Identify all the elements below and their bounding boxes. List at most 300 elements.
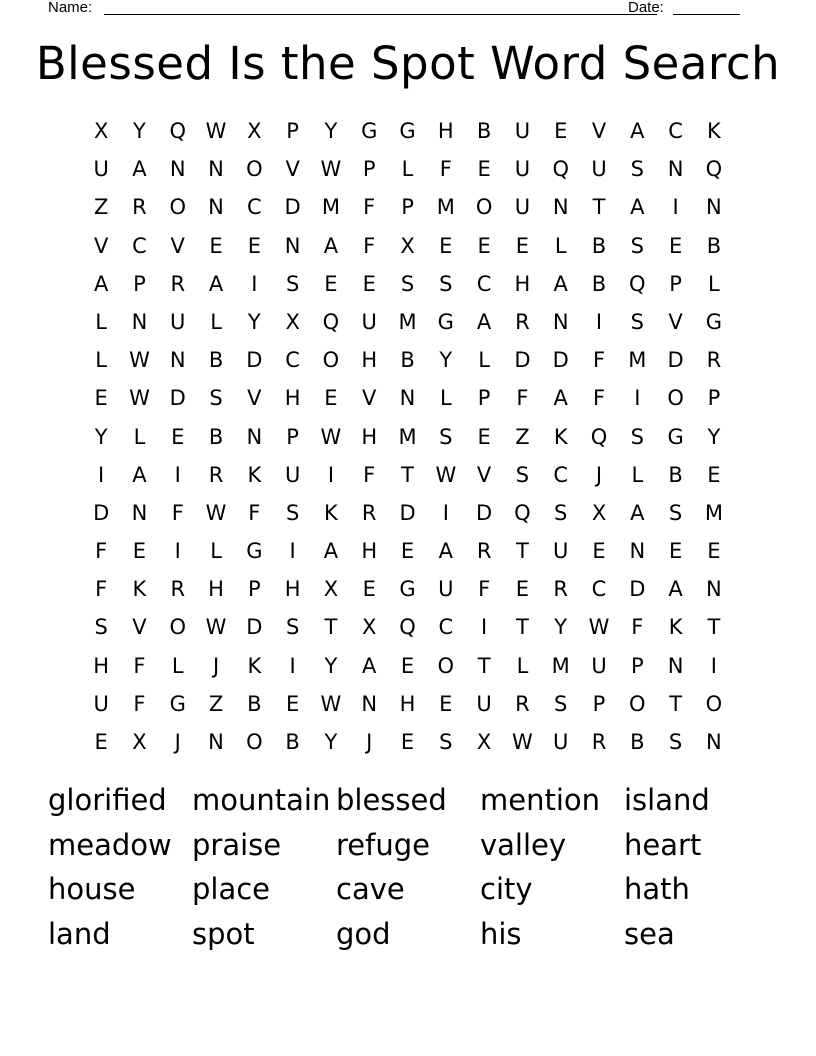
grid-cell: X — [247, 119, 262, 143]
grid-cell: Q — [629, 271, 646, 296]
grid-cell: O — [629, 691, 646, 716]
grid-cell: R — [208, 462, 224, 487]
grid-cell: F — [133, 653, 146, 678]
grid-cell: I — [289, 653, 296, 678]
grid-cell: F — [363, 462, 376, 487]
grid-cell: H — [93, 653, 110, 678]
grid-cell: A — [630, 500, 645, 525]
grid-cell: E — [94, 730, 108, 754]
grid-cell: N — [131, 309, 148, 334]
grid-cell: S — [209, 386, 223, 411]
grid-cell: N — [399, 386, 416, 411]
grid-cell: B — [208, 424, 224, 449]
grid-cell: U — [591, 157, 607, 182]
grid-cell: R — [170, 271, 186, 296]
date-label: Date: — [628, 0, 664, 16]
grid-cell: S — [668, 500, 683, 525]
grid-cell: C — [285, 348, 300, 373]
grid-cell: L — [478, 348, 490, 373]
word-list-item: god — [336, 916, 391, 951]
grid-cell: U — [438, 577, 454, 602]
grid-cell: Q — [399, 615, 416, 640]
grid-cell: E — [707, 462, 721, 487]
grid-cell: Q — [705, 157, 723, 182]
grid-cell: D — [93, 500, 110, 525]
grid-cell: J — [595, 462, 603, 487]
grid-cell: M — [704, 500, 723, 525]
grid-cell: F — [133, 691, 146, 716]
grid-cell: E — [94, 386, 108, 411]
word-list-item: house — [48, 872, 136, 907]
grid-cell: T — [516, 539, 529, 564]
grid-cell: E — [362, 271, 376, 296]
grid-cell: U — [591, 653, 607, 678]
grid-cell: O — [437, 653, 455, 678]
grid-cell: K — [132, 577, 147, 602]
grid-cell: E — [515, 577, 530, 602]
grid-cell: E — [668, 539, 683, 564]
grid-cell: P — [477, 386, 491, 411]
grid-cell: S — [515, 462, 530, 487]
grid-cell: C — [668, 119, 683, 143]
word-list-item: meadow — [48, 827, 172, 862]
grid-cell: Y — [439, 348, 453, 373]
letter-grid — [82, 112, 733, 761]
grid-cell: L — [95, 309, 107, 334]
grid-cell: U — [93, 157, 109, 182]
grid-cell: I — [98, 462, 105, 487]
grid-cell: B — [400, 348, 415, 373]
grid-cell: C — [247, 195, 262, 220]
grid-cell: E — [285, 691, 300, 716]
grid-cell: G — [361, 119, 378, 143]
grid-cell: K — [707, 119, 721, 143]
grid-cell: J — [366, 730, 373, 754]
grid-cell: D — [169, 386, 186, 411]
grid-cell: S — [400, 271, 415, 296]
grid-cell: N — [552, 309, 569, 334]
grid-cell: Z — [208, 691, 224, 716]
grid-cell: S — [668, 730, 683, 754]
grid-cell: F — [363, 195, 376, 220]
grid-cell: Y — [324, 653, 338, 678]
grid-cell: U — [361, 309, 377, 334]
grid-cell: R — [476, 539, 492, 564]
date-blank-line — [673, 14, 740, 15]
grid-cell: X — [93, 119, 109, 143]
grid-cell: A — [438, 539, 453, 564]
grid-cell: N — [552, 195, 569, 220]
grid-cell: M — [436, 195, 455, 220]
grid-cell: W — [205, 500, 227, 525]
grid-cell: V — [132, 615, 147, 640]
grid-cell: A — [630, 195, 645, 220]
grid-cell: W — [129, 348, 150, 373]
grid-cell: D — [514, 348, 531, 373]
grid-cell: D — [476, 500, 493, 525]
grid-cell: O — [246, 157, 263, 182]
grid-cell: N — [169, 348, 186, 373]
grid-cell: S — [630, 424, 644, 449]
grid-cell: B — [668, 462, 683, 487]
grid-cell: W — [205, 119, 227, 143]
word-list-item: praise — [192, 827, 282, 862]
grid-cell: V — [170, 233, 185, 258]
grid-cell: P — [248, 577, 261, 602]
grid-cell: E — [477, 424, 491, 449]
grid-cell: I — [672, 195, 679, 220]
grid-cell: E — [439, 691, 453, 716]
grid-cell: M — [551, 653, 570, 678]
grid-cell: S — [439, 730, 453, 754]
grid-cell: V — [247, 386, 262, 411]
grid-cell: L — [631, 462, 644, 487]
grid-cell: C — [438, 615, 454, 640]
grid-cell: U — [514, 195, 531, 220]
grid-cell: N — [169, 157, 186, 182]
grid-cell: L — [439, 386, 452, 411]
grid-cell: H — [284, 577, 301, 602]
grid-cell: X — [400, 233, 415, 258]
grid-cell: U — [514, 119, 531, 143]
grid-cell: D — [667, 348, 684, 373]
grid-cell: L — [210, 539, 222, 564]
grid-cell: L — [516, 653, 529, 678]
word-list-item: heart — [624, 827, 702, 862]
grid-cell: E — [132, 539, 147, 564]
grid-cell: E — [247, 233, 261, 258]
grid-cell: N — [284, 233, 301, 258]
grid-cell: G — [437, 309, 454, 334]
grid-cell: S — [94, 615, 108, 640]
grid-cell: P — [286, 119, 299, 143]
grid-cell: I — [595, 309, 603, 334]
word-list-item: city — [480, 872, 533, 907]
grid-cell: H — [361, 424, 378, 449]
grid-cell: X — [476, 730, 492, 754]
grid-cell: M — [398, 424, 417, 449]
grid-cell: I — [481, 615, 488, 640]
grid-cell: S — [630, 309, 644, 334]
grid-cell: X — [591, 500, 607, 525]
word-list-item: refuge — [336, 827, 430, 862]
word-list — [48, 778, 768, 956]
grid-cell: E — [477, 233, 491, 258]
header — [48, 0, 740, 18]
grid-cell: X — [285, 309, 300, 334]
grid-cell: Y — [707, 424, 721, 449]
grid-cell: R — [706, 348, 722, 373]
grid-cell: N — [706, 577, 722, 602]
grid-cell: A — [132, 157, 147, 182]
grid-cell: E — [362, 577, 376, 602]
grid-cell: R — [515, 691, 530, 716]
grid-cell: T — [669, 691, 683, 716]
grid-cell: Q — [514, 500, 531, 525]
grid-cell: W — [588, 615, 610, 640]
grid-cell: C — [132, 233, 147, 258]
grid-cell: N — [706, 195, 722, 220]
grid-cell: P — [630, 653, 644, 678]
grid-cell: I — [174, 539, 181, 564]
grid-cell: E — [171, 424, 185, 449]
grid-cell: N — [629, 539, 646, 564]
grid-cell: M — [398, 309, 417, 334]
word-list-item: his — [480, 916, 522, 951]
grid-cell: O — [322, 348, 340, 373]
word-list-item: spot — [192, 916, 255, 951]
grid-cell: V — [591, 119, 607, 143]
grid-cell: F — [439, 157, 452, 182]
grid-cell: R — [132, 195, 147, 220]
grid-cell: B — [630, 730, 645, 754]
grid-cell: Q — [322, 309, 340, 334]
grid-cell: T — [477, 653, 491, 678]
grid-cell: D — [629, 577, 646, 602]
grid-cell: U — [553, 539, 569, 564]
grid-cell: S — [630, 157, 644, 182]
grid-cell: I — [174, 462, 181, 487]
grid-cell: P — [669, 271, 682, 296]
grid-cell: N — [208, 195, 224, 220]
grid-cell: X — [323, 577, 339, 602]
grid-cell: O — [169, 615, 186, 640]
grid-cell: V — [93, 233, 109, 258]
grid-cell: P — [592, 691, 606, 716]
grid-cell: E — [400, 653, 415, 678]
grid-cell: E — [668, 233, 683, 258]
grid-cell: R — [553, 577, 568, 602]
grid-cell: L — [554, 233, 567, 258]
grid-cell: A — [553, 271, 568, 296]
grid-cell: O — [705, 691, 723, 716]
grid-cell: K — [247, 462, 262, 487]
grid-cell: I — [710, 653, 717, 678]
grid-cell: H — [399, 691, 416, 716]
grid-cell: U — [514, 157, 531, 182]
grid-cell: D — [246, 615, 263, 640]
grid-cell: F — [363, 233, 376, 258]
grid-cell: S — [439, 424, 453, 449]
grid-cell: O — [667, 386, 684, 411]
grid-cell: B — [591, 233, 607, 258]
grid-cell: H — [361, 539, 378, 564]
grid-cell: E — [324, 271, 338, 296]
word-list-item: island — [624, 783, 710, 817]
grid-cell: Y — [554, 615, 568, 640]
grid-cell: A — [93, 271, 109, 296]
grid-cell: Q — [552, 157, 569, 182]
grid-cell: A — [553, 386, 568, 411]
grid-cell: S — [439, 271, 453, 296]
grid-cell: L — [401, 157, 414, 182]
grid-cell: V — [362, 386, 377, 411]
grid-cell: B — [476, 119, 492, 143]
grid-cell: P — [401, 195, 414, 220]
grid-cell: F — [631, 615, 644, 640]
grid-cell: A — [132, 462, 147, 487]
grid-cell: V — [668, 309, 683, 334]
grid-cell: C — [591, 577, 607, 602]
word-list-item: land — [48, 916, 111, 951]
grid-cell: Y — [324, 730, 338, 754]
grid-cell: E — [209, 233, 223, 258]
grid-cell: K — [247, 653, 262, 678]
grid-cell: R — [361, 500, 377, 525]
grid-cell: A — [630, 119, 645, 143]
grid-cell: J — [174, 730, 181, 754]
grid-cell: F — [592, 386, 606, 411]
grid-cell: S — [285, 500, 300, 525]
grid-cell: N — [246, 424, 263, 449]
grid-cell: W — [129, 386, 150, 411]
grid-cell: K — [553, 424, 568, 449]
grid-cell: A — [323, 233, 339, 258]
grid-cell: L — [95, 348, 107, 373]
grid-cell: U — [476, 691, 492, 716]
grid-cell: S — [285, 615, 300, 640]
grid-cell: M — [628, 348, 647, 373]
word-list-item: sea — [624, 916, 675, 951]
grid-cell: I — [251, 271, 258, 296]
grid-cell: S — [630, 233, 644, 258]
grid-cell: B — [706, 233, 722, 258]
grid-cell: I — [442, 500, 449, 525]
grid-cell: L — [171, 653, 184, 678]
grid-cell: V — [476, 462, 492, 487]
grid-cell: I — [289, 539, 296, 564]
grid-cell: B — [247, 691, 262, 716]
grid-cell: O — [246, 730, 263, 754]
grid-cell: F — [478, 577, 491, 602]
grid-cell: S — [554, 691, 568, 716]
grid-cell: Y — [133, 119, 146, 143]
grid-cell: T — [707, 615, 721, 640]
grid-cell: E — [707, 539, 721, 564]
grid-cell: F — [171, 500, 184, 525]
grid-cell: Z — [93, 195, 109, 220]
word-list-item: valley — [480, 827, 567, 862]
grid-cell: F — [248, 500, 261, 525]
grid-cell: D — [284, 195, 301, 220]
grid-cell: D — [399, 500, 416, 525]
grid-cell: U — [284, 462, 301, 487]
grid-cell: O — [475, 195, 493, 220]
grid-cell: L — [708, 271, 720, 296]
grid-cell: E — [400, 539, 415, 564]
grid-cell: R — [515, 309, 530, 334]
name-label: Name: — [48, 0, 93, 16]
grid-cell: H — [514, 271, 531, 296]
grid-cell: X — [362, 615, 377, 640]
grid-cell: G — [169, 691, 186, 716]
grid-cell: N — [667, 157, 684, 182]
grid-cell: N — [208, 730, 224, 754]
grid-cell: N — [131, 500, 148, 525]
grid-cell: U — [93, 691, 109, 716]
grid-cell: J — [212, 653, 220, 678]
grid-cell: P — [133, 271, 146, 296]
grid-cell: X — [132, 730, 147, 754]
grid-cell: A — [668, 577, 683, 602]
grid-cell: G — [667, 424, 684, 449]
grid-cell: L — [210, 309, 222, 334]
word-list-item: place — [192, 872, 271, 907]
grid-cell: M — [321, 195, 340, 220]
grid-cell: A — [208, 271, 224, 296]
grid-cell: T — [324, 615, 338, 640]
grid-cell: G — [705, 309, 723, 334]
grid-cell: C — [476, 271, 492, 296]
grid-cell: E — [515, 233, 530, 258]
grid-cell: N — [667, 653, 684, 678]
word-list-item: glorified — [48, 783, 167, 817]
grid-cell: Q — [169, 119, 186, 143]
grid-cell: Y — [247, 309, 261, 334]
grid-cell: H — [284, 386, 301, 411]
grid-cell: U — [553, 730, 569, 754]
page-title: Blessed Is the Spot Word Search — [35, 37, 781, 90]
grid-cell: E — [400, 730, 415, 754]
grid-cell: C — [553, 462, 569, 487]
grid-cell: W — [435, 462, 457, 487]
grid-cell: I — [327, 462, 335, 487]
grid-cell: F — [592, 348, 606, 373]
grid-cell: H — [208, 577, 224, 602]
grid-cell: E — [554, 119, 568, 143]
grid-cell: T — [592, 195, 606, 220]
grid-cell: D — [552, 348, 569, 373]
grid-cell: U — [170, 309, 186, 334]
word-list-item: hath — [624, 872, 690, 907]
grid-cell: G — [399, 119, 416, 143]
grid-cell: N — [706, 730, 722, 754]
grid-cell: F — [95, 577, 108, 602]
grid-cell: G — [246, 539, 263, 564]
grid-cell: B — [208, 348, 224, 373]
grid-cell: R — [170, 577, 186, 602]
grid-cell: N — [208, 157, 224, 182]
grid-cell: S — [554, 500, 568, 525]
grid-cell: E — [324, 386, 338, 411]
grid-cell: I — [634, 386, 641, 411]
grid-cell: P — [707, 386, 721, 411]
grid-cell: E — [592, 539, 606, 564]
grid-cell: N — [361, 691, 378, 716]
word-list-item: mention — [480, 783, 601, 817]
grid-cell: B — [285, 730, 300, 754]
grid-cell: P — [362, 157, 376, 182]
grid-cell: Z — [515, 424, 530, 449]
grid-cell: D — [246, 348, 263, 373]
grid-cell: H — [437, 119, 454, 143]
name-blank-line — [104, 14, 657, 15]
grid-cell: K — [324, 500, 338, 525]
grid-cell: W — [320, 424, 342, 449]
grid-cell: F — [95, 539, 108, 564]
grid-cell: W — [320, 157, 342, 182]
grid-cell: A — [476, 309, 492, 334]
grid-cell: H — [361, 348, 378, 373]
grid-cell: W — [320, 691, 342, 716]
grid-cell: F — [516, 386, 529, 411]
grid-cell: G — [399, 577, 416, 602]
grid-cell: Q — [590, 424, 608, 449]
grid-cell: A — [362, 653, 377, 678]
grid-cell: V — [285, 157, 300, 182]
grid-cell: K — [668, 615, 683, 640]
grid-cell: W — [205, 615, 227, 640]
